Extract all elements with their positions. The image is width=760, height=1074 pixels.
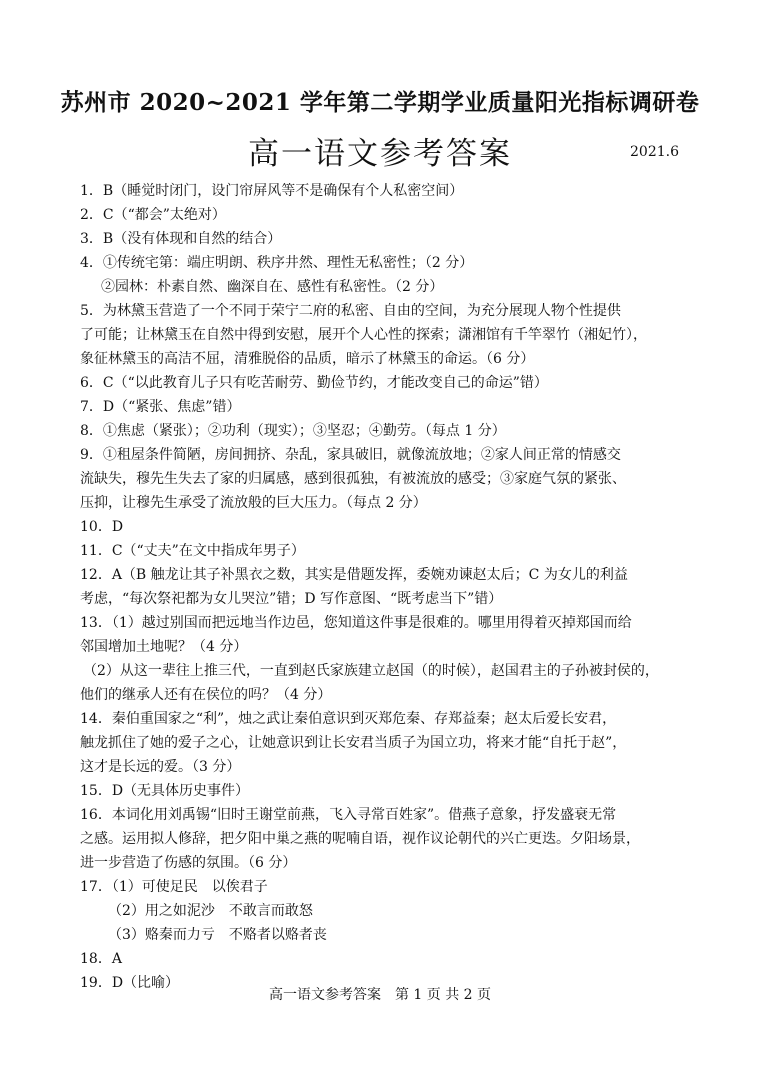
answer-q8: 8．①焦虑（紧张）；②功利（现实）；③坚忍；④勤劳。（每点 1 分） [80,423,506,439]
answer-q7: 7．D（“紧张、焦虑”错） [80,399,241,415]
answer-q9-line2: 流缺失，穆先生失去了家的归属感，感到很孤独，有被流放的感受；③家庭气氛的紧张、 [80,471,626,487]
answer-q13-part2-line2: 他们的继承人还有在侯位的吗？（4 分） [80,687,332,703]
answer-q16-line3: 进一步营造了伤感的氛围。（6 分） [80,855,297,871]
answer-q16-line2: 之感。运用拟人修辞，把夕阳中巢之燕的呢喃自语，视作议论朝代的兴亡更迭。夕阳场景， [80,831,640,847]
answer-q11: 11．C（“丈夫”在文中指成年男子） [80,543,305,559]
exam-date: 2021.6 [630,144,679,160]
answer-q4-point1: 4．①传统宅第：端庄明朗、秩序井然、理性无私密性；（2 分） [80,255,474,271]
answer-q1: 1．B（睡觉时闭门，设门帘屏风等不是确保有个人私密空间） [80,183,464,199]
answer-q5-line2: 了可能；让林黛玉在自然中得到安慰，展开个人心性的探索；潇湘馆有千竿翠竹（湘妃竹）， [80,327,647,343]
answer-q19: 19．D（比喻） [80,975,180,991]
answer-q3: 3．B（没有体现和自然的结合） [80,231,282,247]
answer-q2: 2．C（“都会”太绝对） [80,207,226,223]
exam-title: 苏州市 2020~2021 学年第二学期学业质量阳光指标调研卷 [60,89,700,116]
answer-q5-line1: 5．为林黛玉营造了一个不同于荣宁二府的私密、自由的空间，为充分展现人物个性提供 [80,303,621,319]
answer-q15: 15．D（无具体历史事件） [80,783,250,799]
answer-q13-line1: 13．（1）越过别国而把远地当作边邑，您知道这件事是很难的。哪里用得着灭掉郑国而给 [80,615,632,631]
answer-q13-part2-line1: （2）从这一辈往上推三代，一直到赵氏家族建立赵国（的时候），赵国君主的子孙被封侯的， [83,663,659,679]
answer-q14-line2: 触龙抓住了她的爱子之心，让她意识到让长安君当质子为国立功，将来才能“自托于赵”， [80,735,627,751]
answer-q12-line1: 12．A（B 触龙让其子补黑衣之数，其实是借题发挥，委婉劝谏赵太后；C 为女儿的利益 [80,567,628,583]
answer-q6: 6．C（“以此教育儿子只有吃苦耐劳、勤俭节约，才能改变自己的命运”错） [80,375,548,391]
answer-q14-line3: 这才是长远的爱。（3 分） [80,759,241,775]
answer-q17-part2: （2）用之如泥沙 不敢言而敢怒 [108,903,313,919]
answer-q9-line1: 9．①租屋条件简陋，房间拥挤、杂乱，家具破旧，就像流放地；②家人间正常的情感交 [80,447,621,463]
answer-q17-part1: 17．（1）可使足民 以俟君子 [80,879,268,895]
answer-q17-part3: （3）赂秦而力亏 不赂者以赂者丧 [108,927,327,943]
answer-q18: 18．A [80,951,122,967]
answer-q16-line1: 16．本词化用刘禹锡“旧时王谢堂前燕，飞入寻常百姓家”。借燕子意象，抒发盛衰无常 [80,807,617,823]
answer-q13-line2: 邻国增加土地呢？（4 分） [80,639,248,655]
answer-q9-line3: 压抑，让穆先生承受了流放般的巨大压力。（每点 2 分） [80,495,427,511]
answer-q10: 10．D [80,519,124,535]
page-footer: 高一语文参考答案 第 1 页 共 2 页 [268,987,492,1003]
answer-list [80,179,690,995]
answer-q12-line2: 考虑，“每次祭祀都为女儿哭泣”错；D 写作意图、“既考虑当下”错） [80,591,503,607]
answer-q5-line3: 象征林黛玉的高洁不屈，清雅脱俗的品质，暗示了林黛玉的命运。（6 分） [80,351,535,367]
page-subtitle: 高一语文参考答案 [248,136,512,172]
answer-q4-point2: ②园林：朴素自然、幽深自在、感性有私密性。（2 分） [101,279,444,295]
answer-q14-line1: 14．秦伯重国家之“利”，烛之武让秦伯意识到灭郑危秦、存郑益秦；赵太后爱长安君， [80,711,617,727]
